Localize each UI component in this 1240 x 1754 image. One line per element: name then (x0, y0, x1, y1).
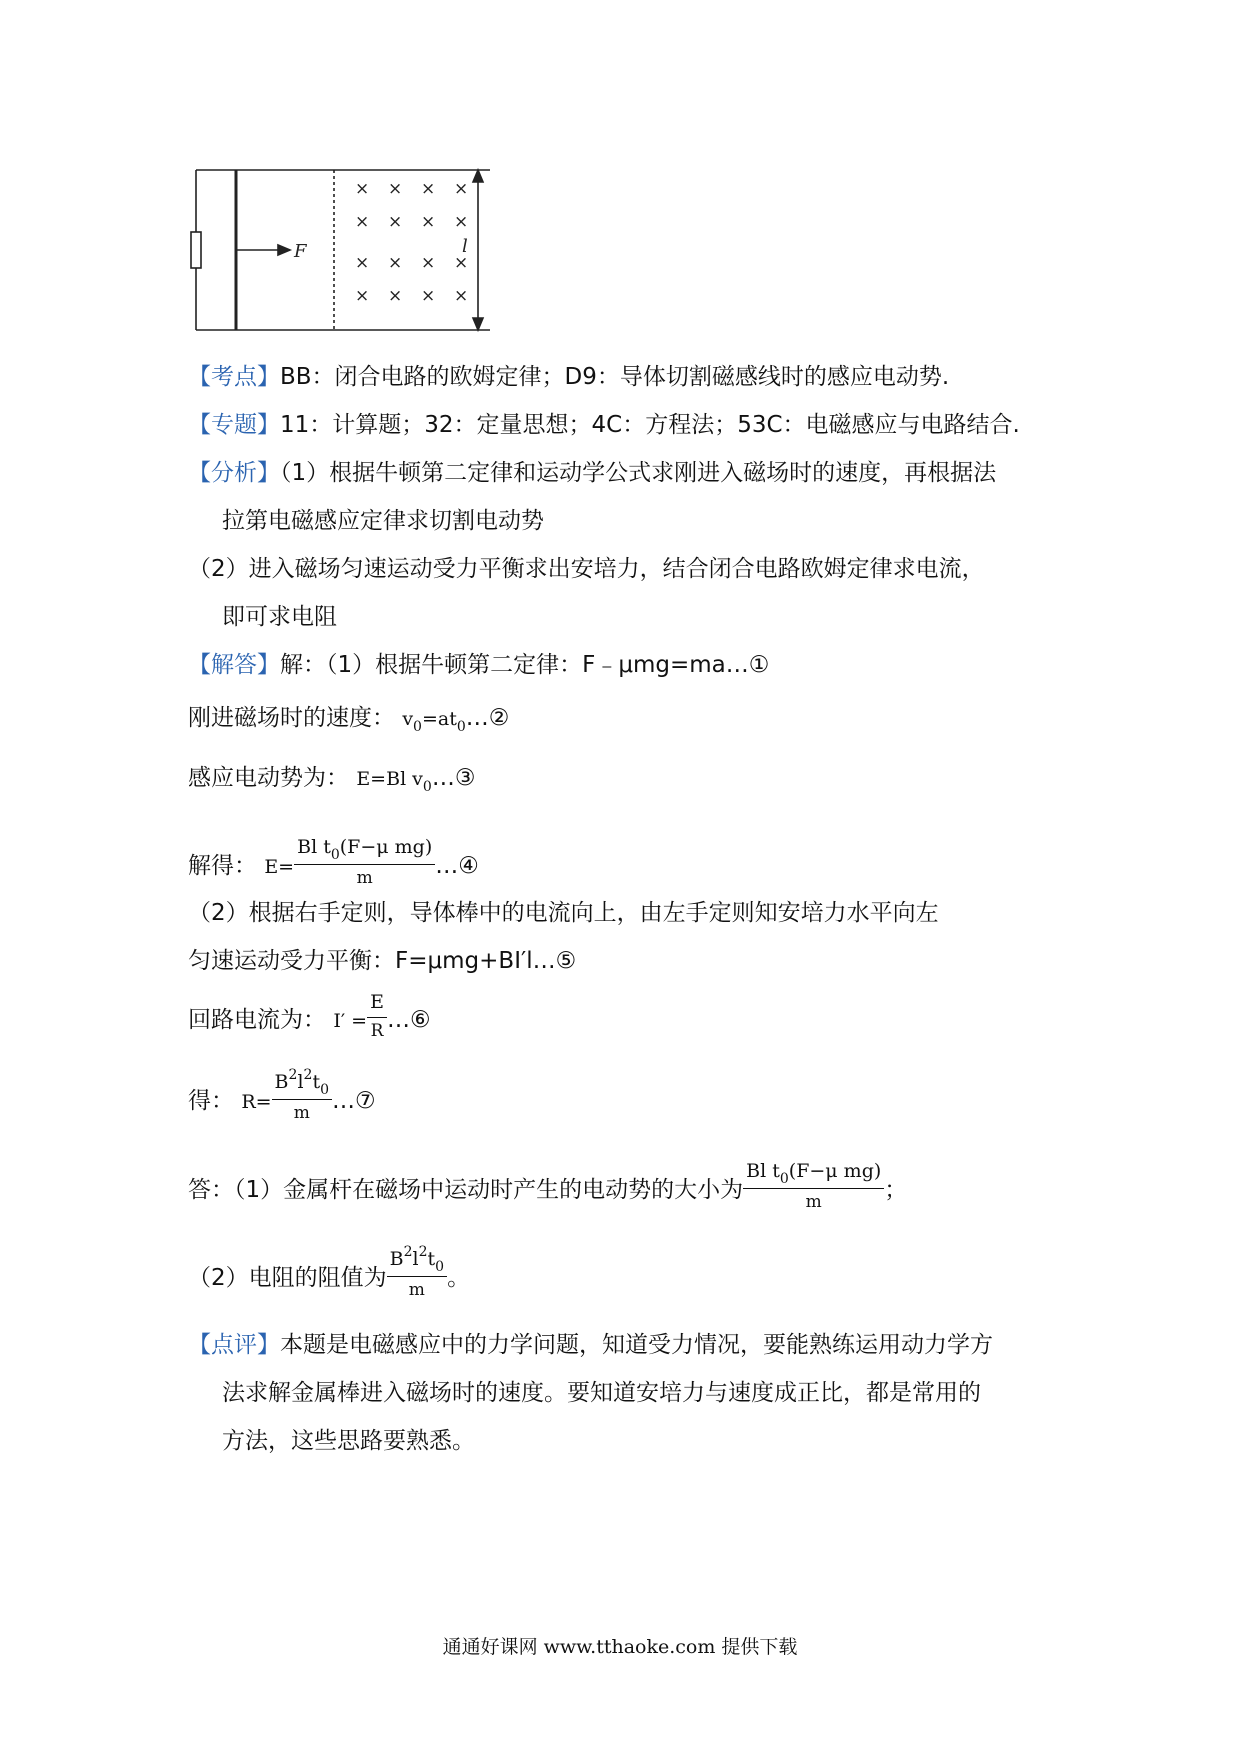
dianping-tag: 【点评】 (188, 1332, 280, 1358)
field-cross-mark: × (355, 286, 370, 306)
step4-label: 解得： (188, 853, 257, 879)
answer1-fraction: $\frac{Bl t_0(F-\mu mg)}{m}$ (743, 1158, 884, 1215)
jieda-step7 (188, 993, 431, 1048)
fenxi-line-4: 即可求电阻 (222, 604, 337, 630)
field-cross-mark: × (454, 286, 469, 306)
current-fraction: $\frac{E}{R}$ (367, 989, 387, 1044)
field-cross-mark: × (388, 286, 403, 306)
answer2-end: 。 (447, 1265, 471, 1291)
field-cross-mark: × (454, 212, 469, 232)
dianping-text-1: 本题是电磁感应中的力学问题，知道受力情况，要能熟练运用动力学方 (280, 1332, 993, 1358)
fenxi-line-1 (188, 458, 996, 488)
step4-lhs: E= (264, 856, 295, 878)
step4-mark: …④ (435, 853, 479, 879)
step7-lhs: I′ = (333, 1010, 368, 1032)
length-label: l (462, 236, 468, 257)
jieda-step6: 匀速运动受力平衡：F=μmg+BI′l…⑤ (188, 948, 577, 974)
field-cross-mark: × (355, 253, 370, 273)
field-cross-mark: × (421, 253, 436, 273)
force-arrow-head (278, 245, 290, 255)
jieda-step3 (188, 763, 475, 796)
jieda-step8 (188, 1067, 376, 1130)
step8-lhs: R= (241, 1091, 272, 1113)
answer-2 (188, 1244, 471, 1307)
zhuanti-text: 11：计算题；32：定量思想；4C：方程法；53C：电磁感应与电路结合. (280, 412, 1020, 438)
step7-mark: …⑥ (386, 1007, 431, 1033)
fenxi-line-2: 拉第电磁感应定律求切割电动势 (222, 508, 544, 534)
dianping-line-1 (188, 1330, 993, 1360)
zhuanti-tag: 【专题】 (188, 412, 280, 438)
jieda-tag: 【解答】 (188, 652, 280, 678)
dianping-line-2: 法求解金属棒进入磁场时的速度。要知道安培力与速度成正比，都是常用的 (222, 1380, 981, 1406)
resistor (191, 232, 201, 268)
field-cross-mark: × (421, 212, 436, 232)
field-cross-mark: × (355, 179, 370, 199)
fenxi-line-3: （2）进入磁场匀速运动受力平衡求出安培力，结合闭合电路欧姆定律求电流， (188, 556, 985, 582)
field-cross-mark: × (421, 286, 436, 306)
step7-label: 回路电流为： (188, 1007, 326, 1033)
kaodian-tag: 【考点】 (188, 364, 280, 390)
velocity-equation: $v_0=at_0$ (402, 708, 466, 735)
step8-mark: …⑦ (332, 1088, 376, 1114)
force-label: F (294, 241, 307, 262)
field-cross-mark: × (355, 212, 370, 232)
kaodian-line (188, 362, 949, 392)
jieda-step2 (188, 703, 509, 736)
jieda-step1: 解：（1）根据牛顿第二定律：F﹣μmg=ma…① (280, 652, 770, 678)
answer-1 (188, 1162, 907, 1219)
emf-equation: E=Bl $v_0$ (356, 768, 432, 795)
magnetic-field-marks (355, 179, 468, 306)
jieda-line-1 (188, 650, 769, 680)
answer2-fraction: $\frac{B^2l^2t_0}{m}$ (387, 1246, 447, 1303)
field-cross-mark: × (421, 179, 436, 199)
answer1-text: 答：（1）金属杆在磁场中运动时产生的电动势的大小为 (188, 1177, 744, 1203)
step3-mark: …③ (431, 765, 476, 791)
field-cross-mark: × (388, 212, 403, 232)
circuit-diagram (190, 160, 510, 340)
resistance-fraction: $\frac{B^2l^2t_0}{m}$ (272, 1069, 332, 1126)
field-cross-mark: × (388, 253, 403, 273)
answer1-end: ； (884, 1177, 908, 1203)
emf-fraction: $\frac{Bl t_0(F-\mu mg)}{m}$ (294, 834, 435, 891)
footer: 通通好课网 www.tthaoke.com 提供下载 (442, 1636, 798, 1658)
step2-mark: …② (465, 705, 510, 731)
jieda-step4 (188, 838, 479, 895)
field-cross-mark: × (454, 179, 469, 199)
kaodian-text: BB：闭合电路的欧姆定律；D9：导体切割磁感线时的感应电动势. (280, 364, 950, 390)
field-cross-mark: × (454, 253, 469, 273)
fenxi-text-1: （1）根据牛顿第二定律和运动学公式求刚进入磁场时的速度，再根据法 (280, 460, 997, 486)
answer2-text: （2）电阻的阻值为 (188, 1265, 387, 1291)
dianping-line-3: 方法，这些思路要熟悉。 (222, 1428, 475, 1454)
field-cross-mark: × (388, 179, 403, 199)
step3-label: 感应电动势为： (188, 765, 349, 791)
step2-label: 刚进磁场时的速度： (188, 705, 395, 731)
zhuanti-line (188, 410, 1020, 440)
fenxi-tag: 【分析】 (188, 460, 280, 486)
step8-label: 得： (188, 1088, 234, 1114)
jieda-step5: （2）根据右手定则，导体棒中的电流向上，由左手定则知安培力水平向左 (188, 900, 939, 926)
